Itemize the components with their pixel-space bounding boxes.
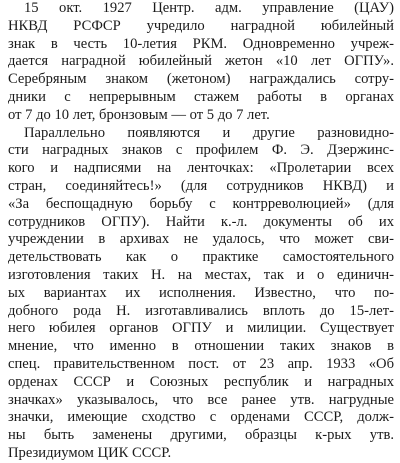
text-line: Параллельно появляются и другие разновидно- bbox=[24, 124, 394, 141]
text-line: 15 окт. 1927 Центр. адм. управление (ЦАУ) bbox=[24, 0, 394, 16]
text-line: кого и надписями на ленточках: «Пролетарии всех bbox=[8, 160, 394, 177]
paragraph-2 bbox=[8, 125, 394, 463]
text-line: Президиумом ЦИК СССР. bbox=[8, 444, 172, 461]
text-line: НКВД РСФСР учредило наградной юбилейный bbox=[8, 17, 394, 34]
text-line: от 7 до 10 лет, бронзовым — от 5 до 7 лет. bbox=[8, 106, 270, 123]
text-line: детельствовать как о практике самостоятельного bbox=[8, 249, 394, 266]
text-line: ны быть заменены другими, образцы к-рых утв. bbox=[8, 427, 394, 444]
text-line: учреждении в архивах не удалось, что может сви- bbox=[8, 231, 394, 248]
text-line: стран, соединяйтесь!» (для сотрудников НКВД) и bbox=[8, 177, 394, 194]
text-line: значки, имеющие сходство с орденами СССР, долж- bbox=[8, 409, 394, 426]
text-line: орденах СССР и Союзных республик и наградных bbox=[8, 373, 394, 390]
text-line: знак в честь 10-летия РКМ. Одновременно учреж- bbox=[8, 35, 394, 52]
text-line: дается наградной юбилейный жетон «10 лет ОГПУ». bbox=[8, 53, 394, 70]
text-line: спец. правительственном пост. от 23 апр. 1933 «Об bbox=[8, 355, 394, 372]
text-line: Серебряным знаком (жетоном) награждались сотру- bbox=[8, 71, 394, 88]
text-line: изготовления таких Н. на местах, так и о единичн- bbox=[8, 266, 394, 283]
text-line: сотрудников ОГПУ). Найти к.-л. документы об их bbox=[8, 213, 394, 230]
text-line: него юбилея органов ОГПУ и милиции. Существует bbox=[8, 320, 394, 337]
text-line: «За беспощадную борьбу с контрреволюцией» (для bbox=[8, 195, 394, 212]
text-line: добного рода Н. изготавливались вплоть до 15-лет- bbox=[8, 302, 394, 319]
text-line: дники с непрерывным стажем работы в органах bbox=[8, 88, 394, 105]
paragraph-1 bbox=[8, 0, 394, 125]
text-line: мнение, что именно в отношении таких знаков в bbox=[8, 338, 394, 355]
document-page bbox=[8, 0, 394, 463]
text-line: сти наградных знаков с профилем Ф. Э. Дзержинс- bbox=[8, 142, 394, 159]
text-line: ых вариантах их исполнения. Известно, что по- bbox=[8, 284, 394, 301]
text-line: значках» указывалось, что все ранее утв. нагрудные bbox=[8, 391, 394, 408]
